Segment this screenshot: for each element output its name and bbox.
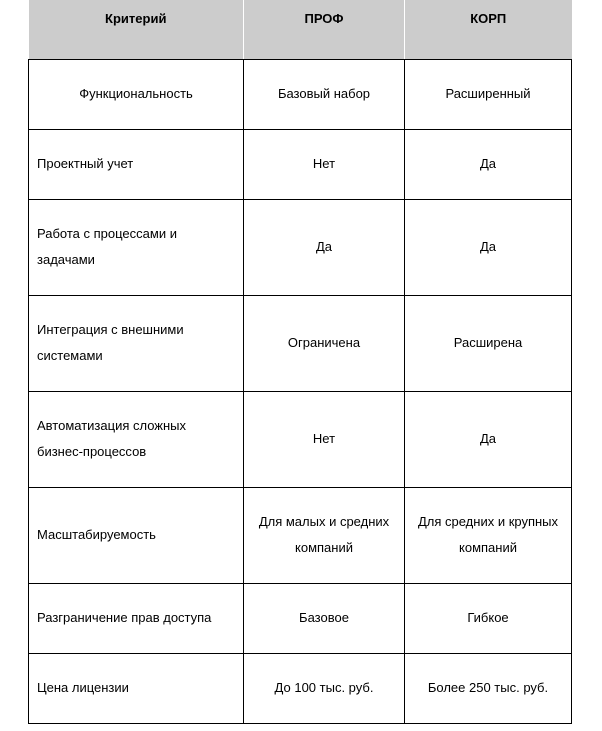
prof-cell: Базовое [244,583,405,653]
table-row [29,295,572,391]
criterion-cell: Цена лицензии [29,653,244,723]
korp-cell: Более 250 тыс. руб. [405,653,572,723]
criterion-cell: Функциональность [29,59,244,129]
prof-cell: Для малых и средних компаний [244,487,405,583]
korp-cell: Расширенный [405,59,572,129]
criterion-cell: Разграничение прав доступа [29,583,244,653]
korp-cell: Да [405,129,572,199]
header-criterion: Критерий [29,0,244,59]
korp-cell: Гибкое [405,583,572,653]
table-row [29,487,572,583]
korp-cell: Да [405,199,572,295]
prof-cell: Да [244,199,405,295]
prof-cell: До 100 тыс. руб. [244,653,405,723]
table-row [29,583,572,653]
header-korp: КОРП [405,0,572,59]
prof-cell: Базовый набор [244,59,405,129]
table-row [29,59,572,129]
table-row [29,391,572,487]
table-row [29,199,572,295]
korp-cell: Да [405,391,572,487]
criterion-cell: Работа с процессами и задачами [29,199,244,295]
table-row [29,653,572,723]
table-row [29,129,572,199]
korp-cell: Расширена [405,295,572,391]
korp-cell: Для средних и крупных компаний [405,487,572,583]
criterion-cell: Проектный учет [29,129,244,199]
comparison-table [28,0,572,724]
prof-cell: Нет [244,129,405,199]
prof-cell: Нет [244,391,405,487]
header-prof: ПРОФ [244,0,405,59]
criterion-cell: Автоматизация сложных бизнес-процессов [29,391,244,487]
header-row [29,0,572,59]
criterion-cell: Интеграция с внешними системами [29,295,244,391]
criterion-cell: Масштабируемость [29,487,244,583]
prof-cell: Ограничена [244,295,405,391]
